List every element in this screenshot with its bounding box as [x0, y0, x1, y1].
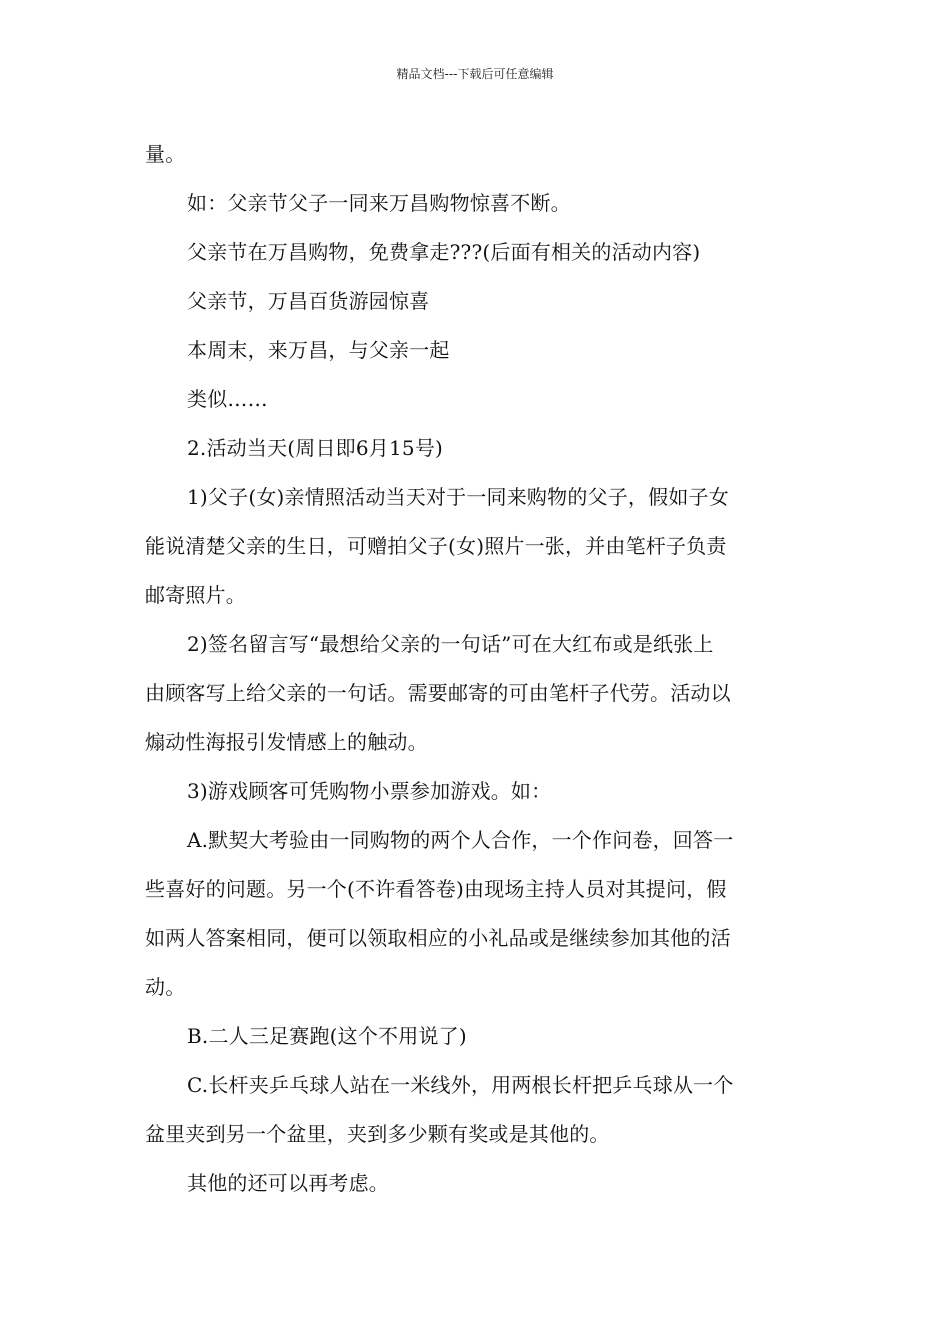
page-header: 精品文档---下载后可任意编辑: [396, 67, 554, 81]
body-line: B.二人三足赛跑(这个不用说了): [187, 1024, 467, 1048]
body-line: 动。: [145, 975, 186, 999]
body-line: 1)父子(女)亲情照活动当天对于一同来购物的父子，假如子女: [187, 485, 729, 509]
body-line: 如两人答案相同，便可以领取相应的小礼品或是继续参加其他的活: [145, 926, 731, 950]
section-heading: 2.活动当天(周日即6月15号): [187, 436, 444, 460]
body-line: 能说清楚父亲的生日，可赠拍父子(女)照片一张，并由笔杆子负责: [145, 534, 727, 558]
body-line: A.默契大考验由一同购物的两个人合作，一个作问卷，回答一: [187, 828, 734, 852]
body-line: 由顾客写上给父亲的一句话。需要邮寄的可由笔杆子代劳。活动以: [145, 681, 731, 705]
body-line: 如：父亲节父子一同来万昌购物惊喜不断。: [187, 191, 571, 215]
body-line: 本周末，来万昌，与父亲一起: [187, 338, 450, 362]
document-body: [145, 130, 807, 1208]
body-line: 父亲节，万昌百货游园惊喜: [187, 289, 430, 313]
body-line: C.长杆夹乒乓球人站在一米线外，用两根长杆把乒乓球从一个: [187, 1073, 734, 1097]
body-line: 邮寄照片。: [145, 583, 246, 607]
body-line: 2)签名留言写“最想给父亲的一句话”可在大红布或是纸张上: [187, 632, 714, 656]
body-line: 其他的还可以再考虑。: [187, 1171, 389, 1195]
body-line: 盆里夹到另一个盆里，夹到多少颗有奖或是其他的。: [145, 1122, 610, 1146]
body-line: 煽动性海报引发情感上的触动。: [145, 730, 428, 754]
body-line: 3)游戏顾客可凭购物小票参加游戏。如：: [187, 779, 552, 803]
body-line: 些喜好的问题。另一个(不许看答卷)由现场主持人员对其提问，假: [145, 877, 727, 901]
body-line: 父亲节在万昌购物，免费拿走???(后面有相关的活动内容): [187, 240, 701, 264]
body-line: 类似……: [187, 387, 268, 411]
body-line: 量。: [145, 142, 186, 166]
